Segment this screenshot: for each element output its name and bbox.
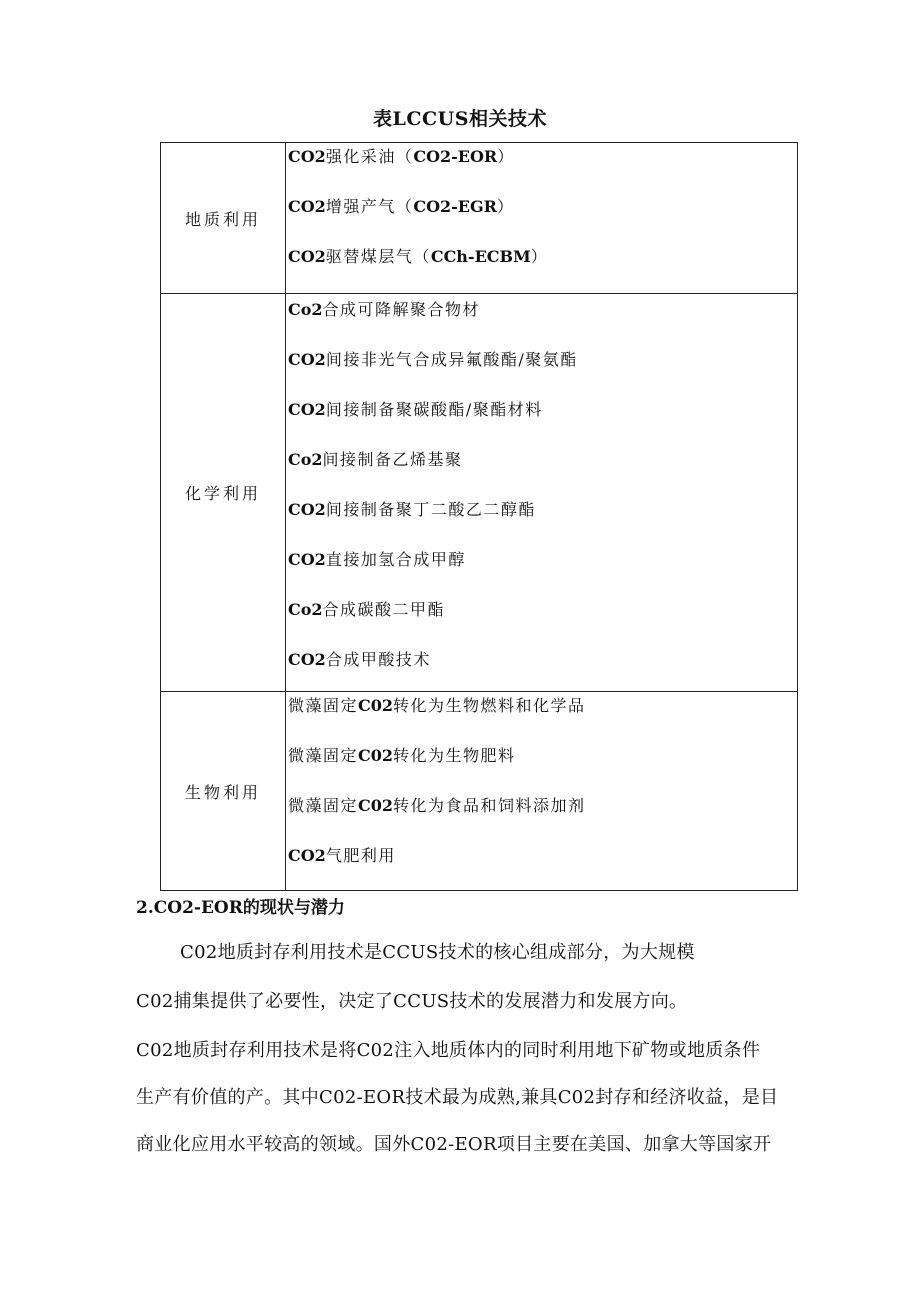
list-item: CO2间接制备聚碳酸酯/聚酯材料 [288,400,543,419]
paragraph-line: C02地质封存利用技术是将C02注入地质体内的同时利用地下矿物或地质条件 [136,1040,761,1061]
table-row [161,143,798,294]
list-item: Co2合成可降解聚合物材 [288,300,481,319]
category-cell: 生物利用 [161,692,286,891]
list-item: CO2驱替煤层气（CCh-ECBM） [288,247,549,266]
paragraph-line: C02捕集提供了必要性，决定了CCUS技术的发展潜力和发展方向。 [136,991,688,1012]
table-row [161,692,798,891]
list-item: 微藻固定C02转化为生物肥料 [288,746,516,765]
list-item: CO2强化采油（CO2-EOR） [288,147,515,166]
list-item: CO2增强产气（CO2-EGR） [288,197,515,216]
items-cell [286,294,798,692]
paragraph-line: C02地质封存利用技术是CCUS技术的核心组成部分，为大规模 [180,942,695,963]
list-item: Co2间接制备乙烯基聚 [288,450,463,469]
items-cell [286,692,798,891]
list-item: CO2合成甲酸技术 [288,650,431,669]
ccus-technology-table [160,142,798,891]
list-item: CO2间接非光气合成异氟酸酯/聚氨酯 [288,350,578,369]
list-item: CO2气肥利用 [288,846,396,865]
paragraph-line: 生产有价值的产。其中C02-EOR技术最为成熟,兼具C02封存和经济收益，是目 [136,1087,779,1108]
section-heading: 2.CO2-EOR的现状与潜力 [136,898,345,918]
items-cell [286,143,798,294]
table-caption: 表LCCUS相关技术 [373,108,547,130]
list-item: CO2直接加氢合成甲醇 [288,550,466,569]
list-item: 微藻固定C02转化为生物燃料和化学品 [288,696,586,715]
paragraph-line: 商业化应用水平较高的领域。国外C02-EOR项目主要在美国、加拿大等国家开 [136,1134,772,1155]
table-row [161,294,798,692]
list-item: Co2合成碳酸二甲酯 [288,600,446,619]
category-cell: 地质利用 [161,143,286,294]
list-item: 微藻固定C02转化为食品和饲料添加剂 [288,796,586,815]
category-cell: 化学利用 [161,294,286,692]
list-item: CO2间接制备聚丁二酸乙二醇酯 [288,500,536,519]
